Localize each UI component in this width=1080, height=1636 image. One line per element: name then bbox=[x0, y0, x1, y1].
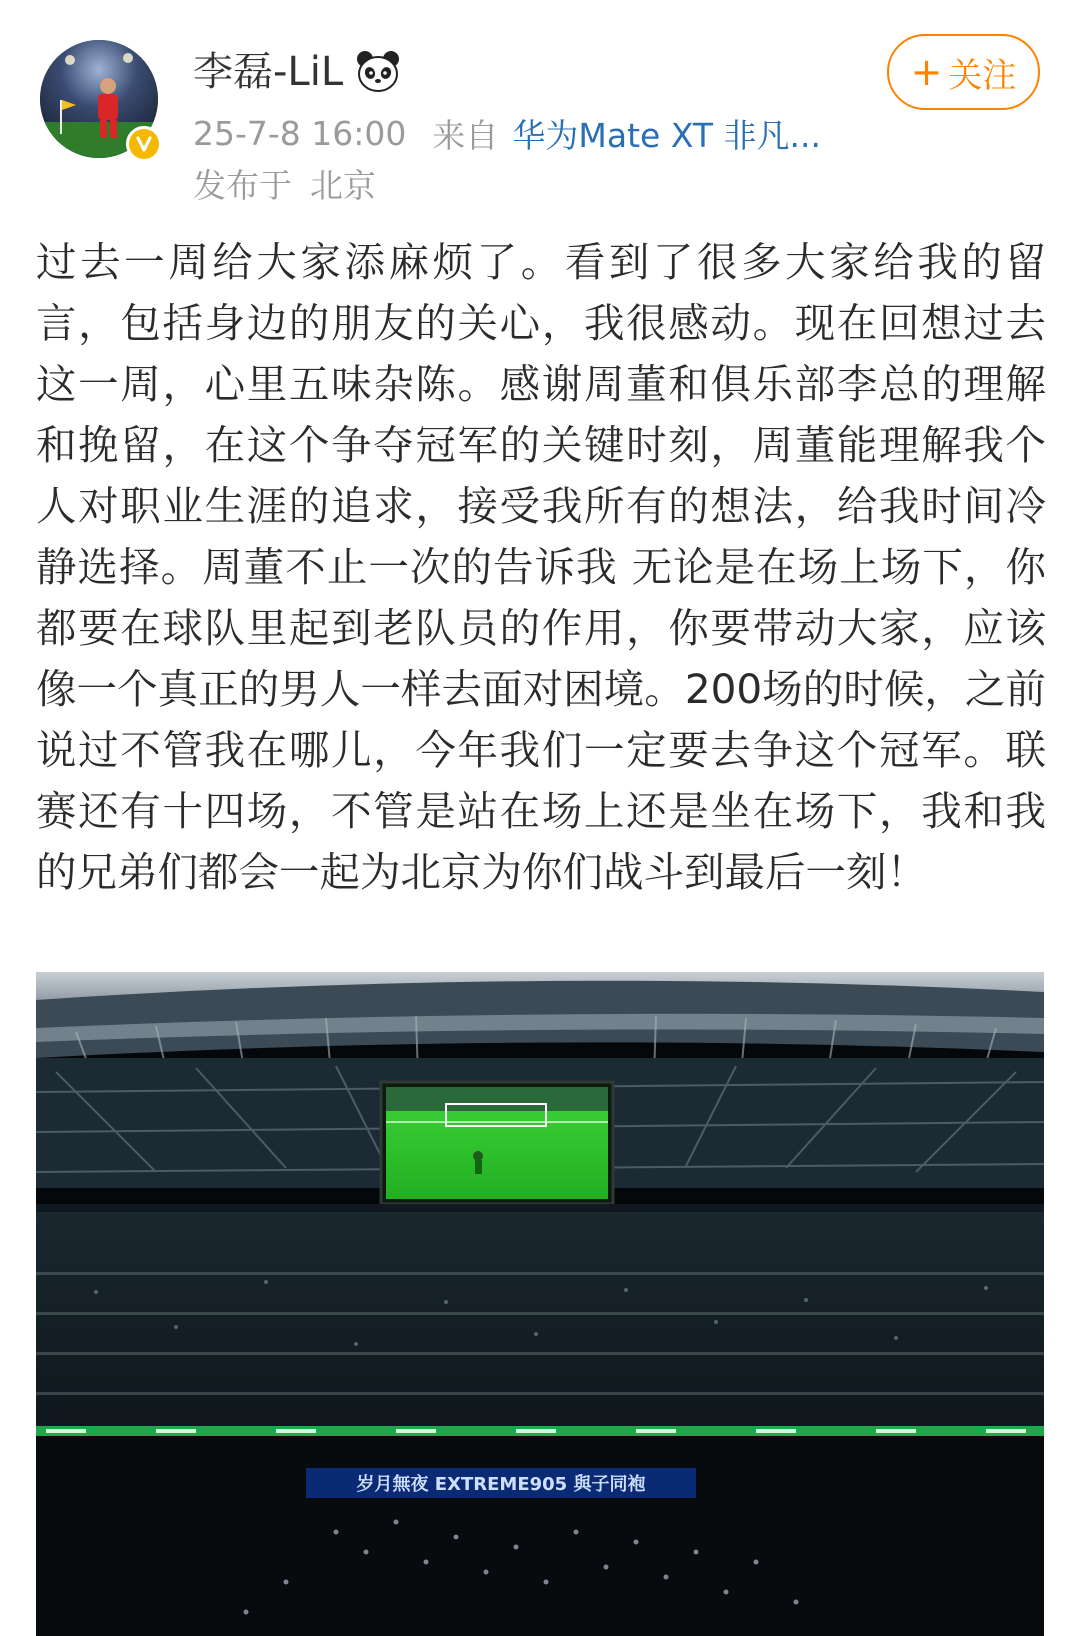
follow-label: 关注 bbox=[948, 55, 1017, 96]
stands-banner-text: 岁月無夜 EXTREME905 與子同袍 bbox=[356, 1474, 646, 1495]
location-label: 发布于 bbox=[193, 165, 292, 205]
avatar-container[interactable] bbox=[40, 40, 158, 158]
stadium-photo bbox=[36, 972, 1044, 1636]
verified-badge-icon bbox=[126, 126, 162, 162]
post-image[interactable] bbox=[36, 972, 1044, 1636]
post-location bbox=[193, 160, 376, 206]
from-label: 来自 bbox=[432, 115, 499, 155]
plus-icon: + bbox=[910, 50, 943, 94]
post-text: 过去一周给大家添麻烦了。看到了很多大家给我的留言，包括身边的朋友的关心，我很感动。现在回想过去这一周，心里五味杂陈。感谢周董和俱乐部李总的理解和挽留，在这个争夺冠军的关键时刻，周董能理解我个人对职业生涯的追求，接受我所有的想法，给我时间冷静选择。周董不止一次的告诉我 无论是在场上场下，你都要在球队里起到老队员的作用，你要带动大家，应该像一个真正的男人一样去面对困境。200场的时候，之前说过不管我在哪儿，今年我们一定要去争这个冠军。联赛还有十四场，不管是站在场上还是坐在场下，我和我的兄弟们都会一起为北京为你们战斗到最后一刻！ bbox=[36, 238, 1046, 896]
device-link[interactable]: 华为Mate XT 非凡... bbox=[512, 115, 821, 155]
follow-button[interactable] bbox=[887, 34, 1040, 110]
panda-icon bbox=[355, 49, 401, 95]
username-row bbox=[193, 42, 401, 102]
post-meta bbox=[193, 110, 821, 156]
post-time: 25-7-8 16:00 bbox=[193, 113, 407, 153]
location-value: 北京 bbox=[310, 165, 376, 205]
post-header bbox=[0, 0, 1080, 220]
username[interactable]: 李磊-LiL bbox=[193, 49, 344, 95]
